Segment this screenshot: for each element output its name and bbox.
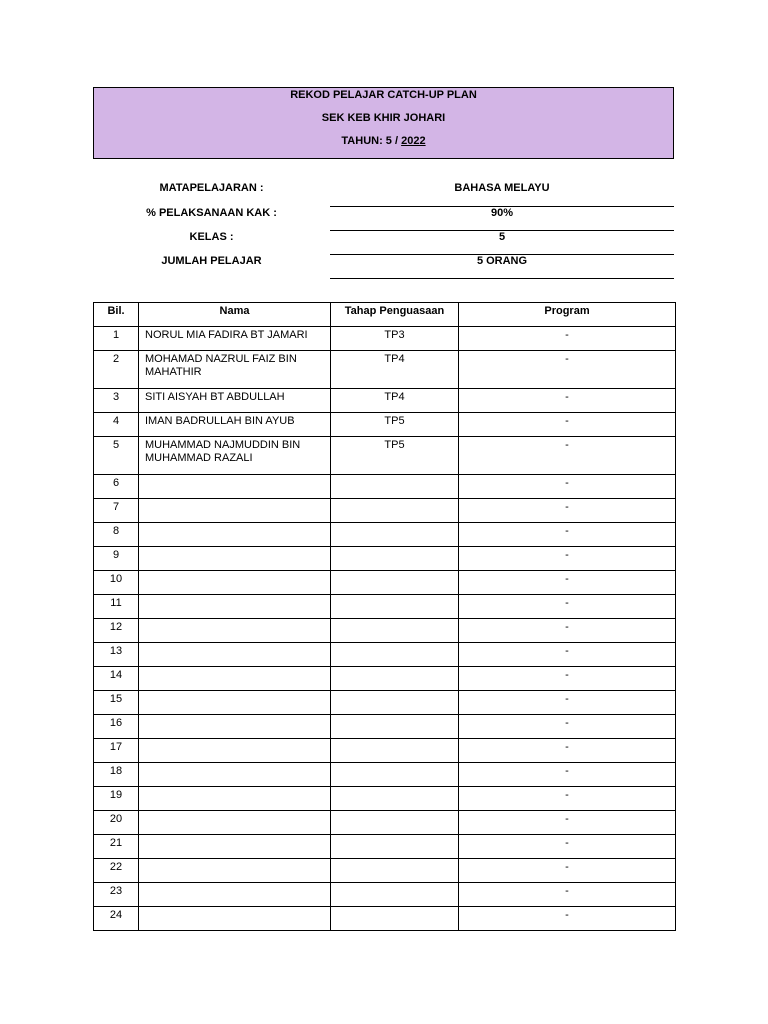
cell-tahap: TP3 <box>331 327 459 351</box>
table-row <box>94 523 676 547</box>
cell-tahap <box>331 739 459 763</box>
cell-nama <box>139 715 331 739</box>
cell-nama <box>139 883 331 907</box>
table-row <box>94 475 676 499</box>
column-header-nama: Nama <box>139 303 331 327</box>
cell-program: - <box>459 763 676 787</box>
cell-nama <box>139 907 331 931</box>
table-row <box>94 811 676 835</box>
cell-nama <box>139 859 331 883</box>
cell-tahap <box>331 643 459 667</box>
cell-nama <box>139 811 331 835</box>
cell-bil: 4 <box>94 413 139 437</box>
subject-label: MATAPELAJARAN : <box>159 182 264 194</box>
cell-nama <box>139 475 331 499</box>
cell-nama: NORUL MIA FADIRA BT JAMARI <box>139 327 331 351</box>
cell-tahap: TP5 <box>331 437 459 475</box>
cell-nama <box>139 595 331 619</box>
cell-program: - <box>459 389 676 413</box>
cell-program: - <box>459 595 676 619</box>
cell-tahap <box>331 571 459 595</box>
cell-nama <box>139 619 331 643</box>
cell-bil: 13 <box>94 643 139 667</box>
cell-bil: 18 <box>94 763 139 787</box>
table-row <box>94 413 676 437</box>
table-row <box>94 619 676 643</box>
column-header-program: Program <box>459 303 676 327</box>
cell-bil: 15 <box>94 691 139 715</box>
table-row <box>94 571 676 595</box>
cell-bil: 24 <box>94 907 139 931</box>
cell-program: - <box>459 437 676 475</box>
year-value: 2022 <box>401 135 426 147</box>
cell-nama <box>139 739 331 763</box>
cell-program: - <box>459 667 676 691</box>
cell-tahap <box>331 619 459 643</box>
table-row <box>94 643 676 667</box>
cell-bil: 1 <box>94 327 139 351</box>
cell-bil: 20 <box>94 811 139 835</box>
info-divider <box>330 278 674 279</box>
table-row <box>94 859 676 883</box>
cell-program: - <box>459 327 676 351</box>
table-row <box>94 763 676 787</box>
cell-nama <box>139 571 331 595</box>
table-row <box>94 327 676 351</box>
table-row <box>94 547 676 571</box>
cell-tahap <box>331 691 459 715</box>
table-row <box>94 389 676 413</box>
implementation-label: % PELAKSANAAN KAK : <box>146 207 277 219</box>
column-header-tahap: Tahap Penguasaan <box>331 303 459 327</box>
cell-bil: 16 <box>94 715 139 739</box>
cell-program: - <box>459 715 676 739</box>
cell-bil: 3 <box>94 389 139 413</box>
class-value: 5 <box>498 231 506 243</box>
table-row <box>94 907 676 931</box>
cell-bil: 12 <box>94 619 139 643</box>
table-row <box>94 499 676 523</box>
table-row <box>94 351 676 389</box>
cell-program: - <box>459 547 676 571</box>
cell-nama: IMAN BADRULLAH BIN AYUB <box>139 413 331 437</box>
cell-tahap <box>331 835 459 859</box>
cell-program: - <box>459 739 676 763</box>
school-name: SEK KEB KHIR JOHARI <box>321 112 446 124</box>
cell-nama <box>139 643 331 667</box>
cell-program: - <box>459 859 676 883</box>
cell-program: - <box>459 811 676 835</box>
table-header-row <box>94 303 676 327</box>
cell-tahap: TP4 <box>331 389 459 413</box>
cell-bil: 10 <box>94 571 139 595</box>
cell-program: - <box>459 787 676 811</box>
cell-nama <box>139 691 331 715</box>
table-row <box>94 835 676 859</box>
cell-bil: 17 <box>94 739 139 763</box>
cell-bil: 19 <box>94 787 139 811</box>
cell-bil: 11 <box>94 595 139 619</box>
cell-bil: 5 <box>94 437 139 475</box>
cell-tahap <box>331 667 459 691</box>
cell-program: - <box>459 523 676 547</box>
cell-nama <box>139 499 331 523</box>
cell-tahap <box>331 715 459 739</box>
cell-nama: SITI AISYAH BT ABDULLAH <box>139 389 331 413</box>
cell-nama: MOHAMAD NAZRUL FAIZ BIN MAHATHIR <box>139 351 331 389</box>
table-row <box>94 667 676 691</box>
cell-program: - <box>459 351 676 389</box>
cell-tahap <box>331 907 459 931</box>
table-row <box>94 787 676 811</box>
subject-value: BAHASA MELAYU <box>454 182 550 194</box>
document-header <box>93 87 674 159</box>
cell-nama <box>139 787 331 811</box>
cell-tahap <box>331 595 459 619</box>
cell-nama <box>139 667 331 691</box>
cell-bil: 6 <box>94 475 139 499</box>
cell-nama <box>139 523 331 547</box>
cell-tahap <box>331 499 459 523</box>
cell-program: - <box>459 475 676 499</box>
cell-bil: 21 <box>94 835 139 859</box>
table-row <box>94 883 676 907</box>
cell-program: - <box>459 499 676 523</box>
cell-tahap <box>331 547 459 571</box>
cell-program: - <box>459 883 676 907</box>
cell-tahap <box>331 475 459 499</box>
cell-bil: 22 <box>94 859 139 883</box>
cell-bil: 14 <box>94 667 139 691</box>
cell-tahap <box>331 787 459 811</box>
table-row <box>94 691 676 715</box>
cell-bil: 9 <box>94 547 139 571</box>
cell-nama <box>139 763 331 787</box>
cell-tahap: TP5 <box>331 413 459 437</box>
class-label: KELAS : <box>189 231 234 243</box>
table-row <box>94 437 676 475</box>
cell-program: - <box>459 413 676 437</box>
cell-program: - <box>459 571 676 595</box>
cell-nama <box>139 835 331 859</box>
table-row <box>94 595 676 619</box>
cell-program: - <box>459 907 676 931</box>
cell-tahap: TP4 <box>331 351 459 389</box>
cell-nama <box>139 547 331 571</box>
cell-bil: 8 <box>94 523 139 547</box>
table-row <box>94 739 676 763</box>
cell-nama: MUHAMMAD NAJMUDDIN BIN MUHAMMAD RAZALI <box>139 437 331 475</box>
cell-tahap <box>331 763 459 787</box>
cell-tahap <box>331 859 459 883</box>
year-line <box>94 134 673 148</box>
student-record-table <box>93 302 676 931</box>
year-prefix: TAHUN: 5 / <box>341 135 399 147</box>
cell-bil: 7 <box>94 499 139 523</box>
table-row <box>94 715 676 739</box>
cell-bil: 2 <box>94 351 139 389</box>
document-title: REKOD PELAJAR CATCH-UP PLAN <box>290 89 477 101</box>
cell-program: - <box>459 835 676 859</box>
cell-program: - <box>459 691 676 715</box>
cell-tahap <box>331 811 459 835</box>
cell-program: - <box>459 643 676 667</box>
table-body <box>94 327 676 931</box>
student-count-value: 5 ORANG <box>476 255 528 267</box>
cell-tahap <box>331 523 459 547</box>
cell-program: - <box>459 619 676 643</box>
cell-tahap <box>331 883 459 907</box>
column-header-bil: Bil. <box>94 303 139 327</box>
student-count-label: JUMLAH PELAJAR <box>161 255 262 267</box>
implementation-value: 90% <box>490 207 514 219</box>
cell-bil: 23 <box>94 883 139 907</box>
